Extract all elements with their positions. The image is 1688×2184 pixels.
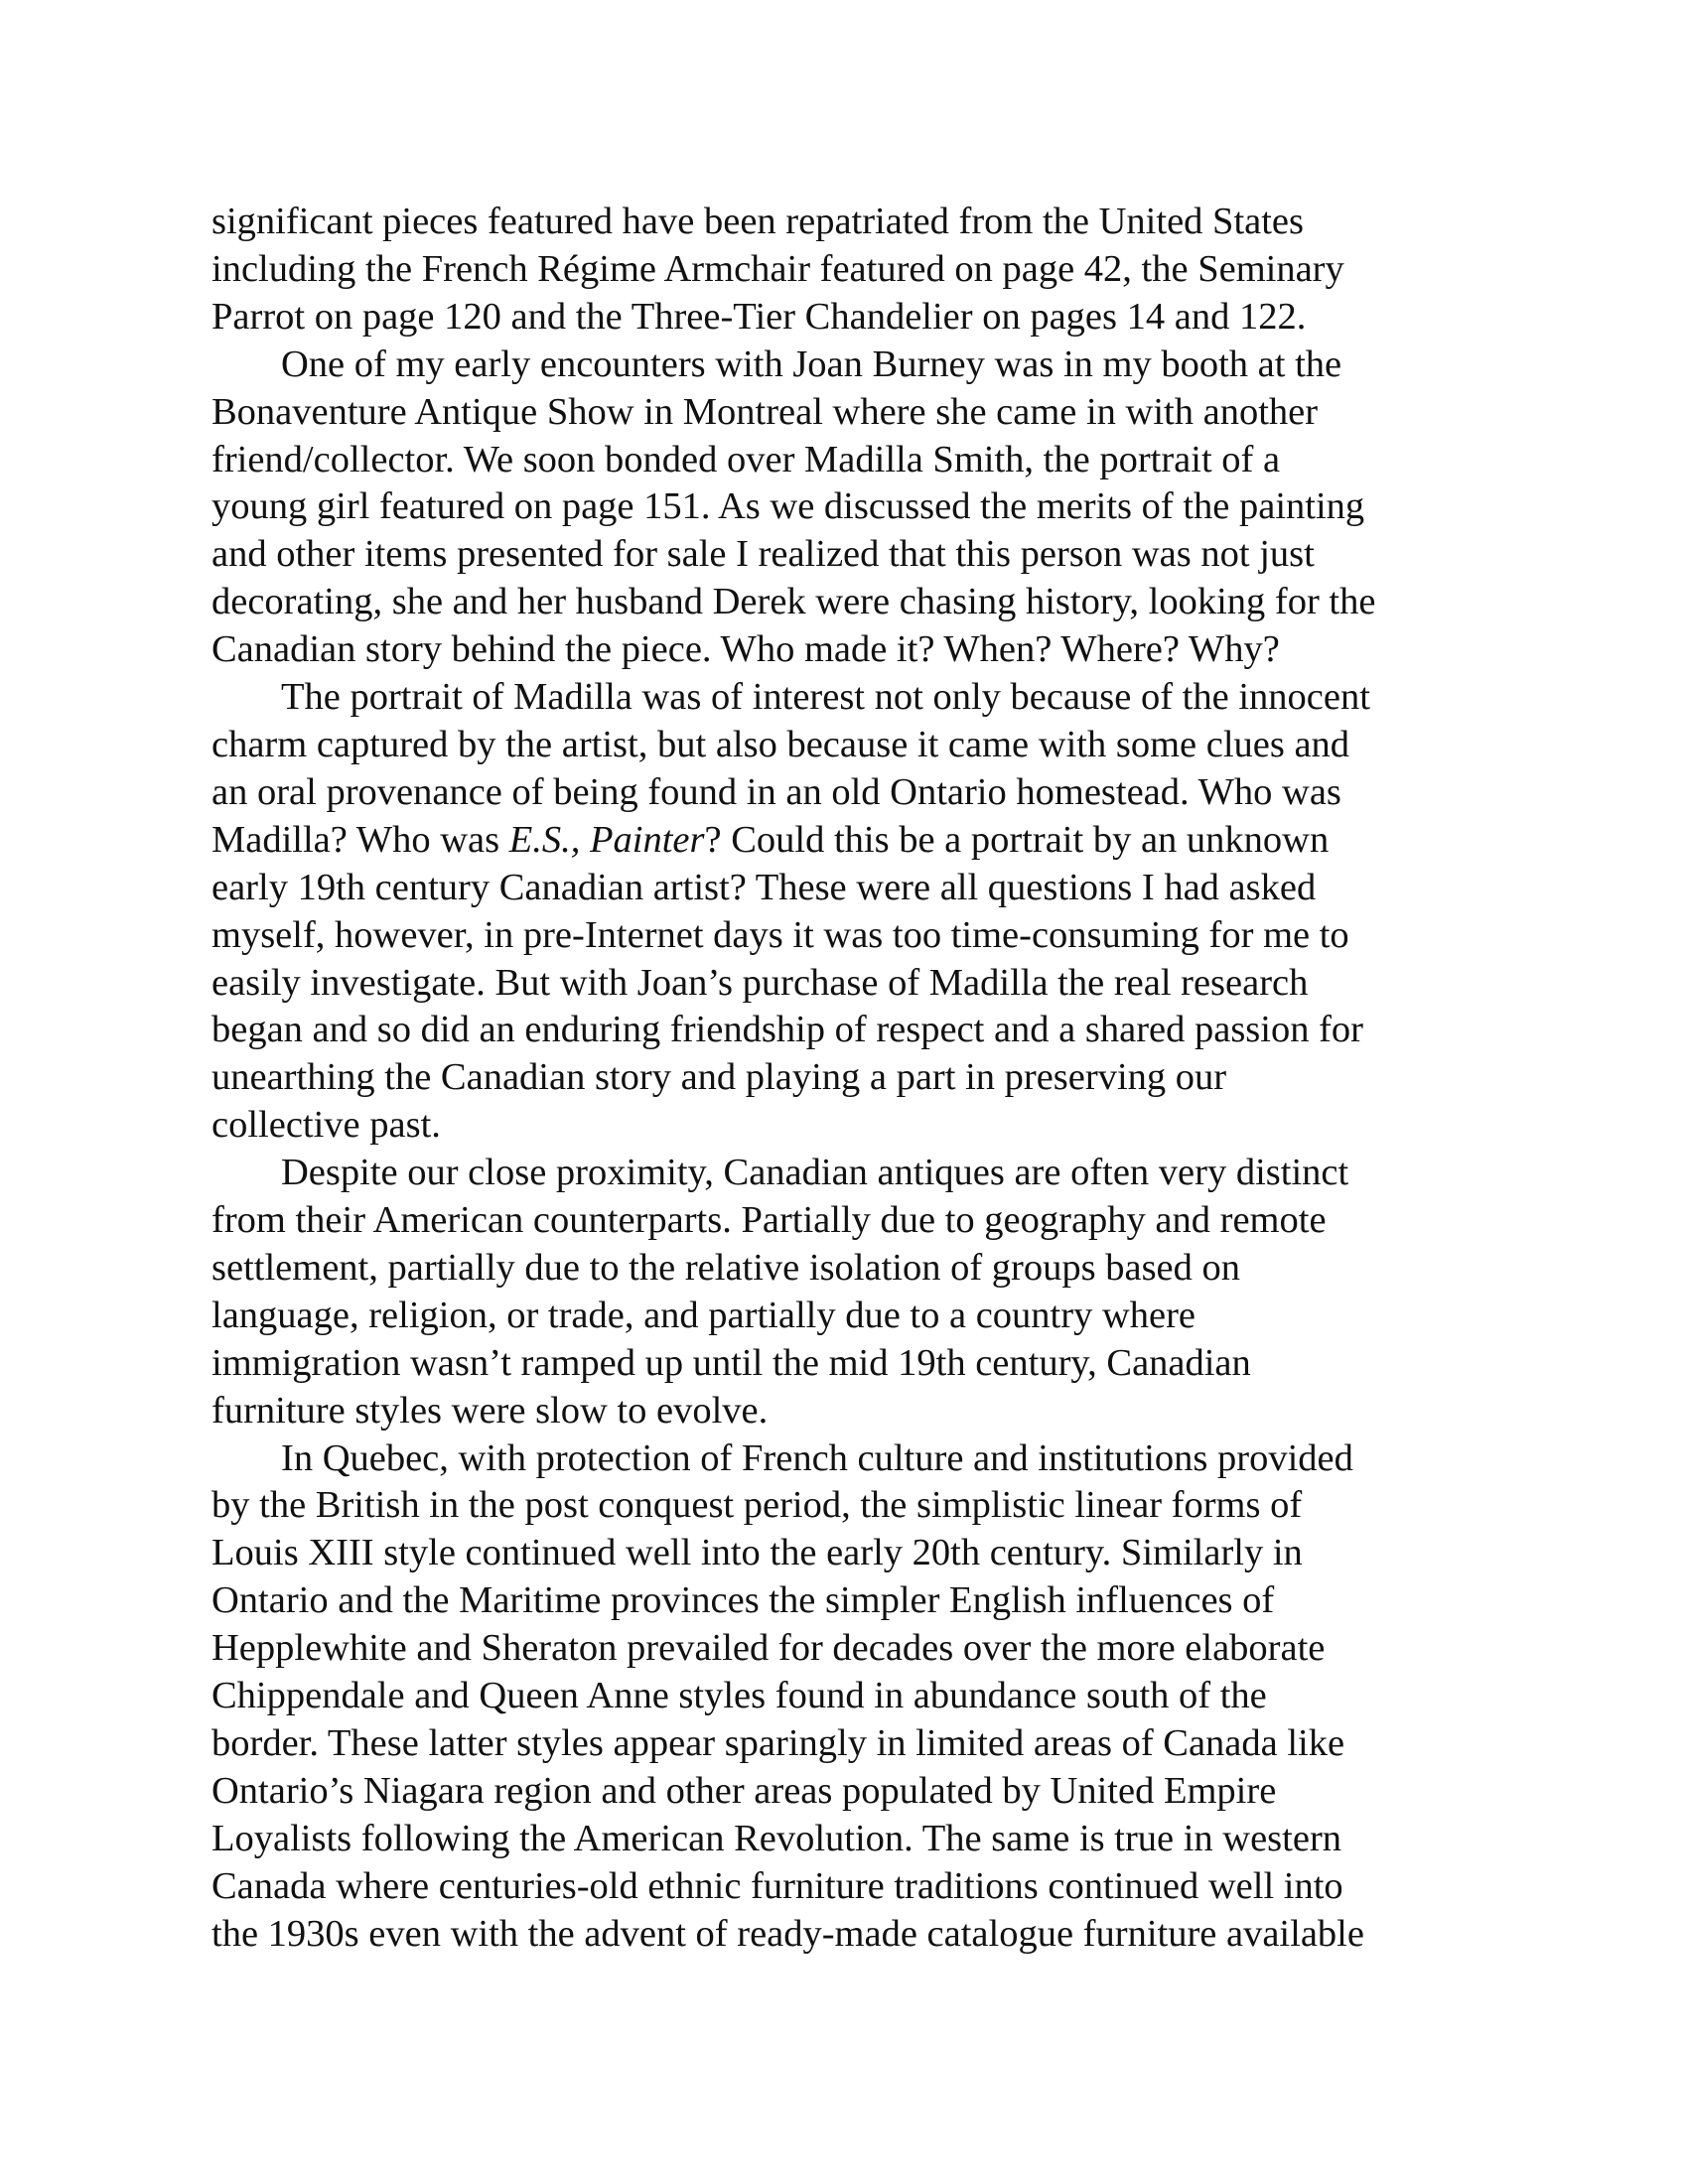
text-line: from their American counterparts. Partially due to geography and remote: [211, 1199, 1327, 1242]
paragraph: [211, 199, 1492, 341]
text-line: furniture styles were slow to evolve.: [211, 1389, 769, 1432]
italic-artist-signature: E.S., Painter: [508, 818, 705, 861]
text-line: Parrot on page 120 and the Three-Tier Chandelier on pages 14 and 122.: [211, 295, 1307, 338]
text-line: Canadian story behind the piece. Who made it? When? Where? Why?: [211, 628, 1280, 671]
text-line: Loyalists following the American Revolution. The same is true in western: [211, 1817, 1342, 1859]
text-line: began and so did an enduring friendship of respect and a shared passion for: [211, 1009, 1364, 1051]
paragraph: [211, 341, 1492, 674]
text-line: by the British in the post conquest period, the simplistic linear forms of: [211, 1484, 1303, 1527]
text-line: Canada where centuries-old ethnic furniture traditions continued well into: [211, 1864, 1343, 1907]
text-line: Hepplewhite and Sheraton prevailed for decades over the more elaborate: [211, 1627, 1326, 1670]
text-line: easily investigate. But with Joan’s purchase of Madilla the real research: [211, 961, 1309, 1004]
text-line: One of my early encounters with Joan Burney was in my booth at the: [281, 342, 1342, 385]
paragraph: [211, 674, 1492, 1150]
text-run: ? Could this be a portrait by an unknown: [704, 818, 1330, 861]
text-line: charm captured by the artist, but also because it came with some clues and: [211, 723, 1350, 765]
text-line: myself, however, in pre-Internet days it was too time-consuming for me to: [211, 913, 1349, 956]
text-line: significant pieces featured have been repatriated from the United States: [211, 201, 1304, 242]
text-line: early 19th century Canadian artist? These were all questions I had asked: [211, 866, 1317, 908]
text-line: The portrait of Madilla was of interest not only because of the innocent: [281, 676, 1370, 719]
text-line: Chippendale and Queen Anne styles found in abundance south of the: [211, 1675, 1267, 1717]
paragraph: [211, 1150, 1492, 1434]
text-line: collective past.: [211, 1104, 441, 1147]
text-line: Ontario and the Maritime provinces the simpler English influences of: [211, 1579, 1275, 1622]
text-line: Despite our close proximity, Canadian antiques are often very distinct: [281, 1152, 1349, 1194]
text-line: language, religion, or trade, and partially due to a country where: [211, 1294, 1196, 1336]
text-line: Ontario’s Niagara region and other areas populated by United Empire: [211, 1769, 1277, 1812]
text-line: and other items presented for sale I realized that this person was not just: [211, 533, 1315, 576]
text-line: settlement, partially due to the relative isolation of groups based on: [211, 1246, 1241, 1289]
text-line: decorating, she and her husband Derek were chasing history, looking for the: [211, 581, 1376, 623]
paragraph: [211, 1435, 1492, 1959]
text-line: Louis XIII style continued well into the early 20th century. Similarly in: [211, 1532, 1303, 1574]
text-line: an oral provenance of being found in an old Ontario homestead. Who was: [211, 770, 1341, 813]
text-line: young girl featured on page 151. As we discussed the merits of the painting: [211, 485, 1365, 528]
text-line: immigration wasn’t ramped up until the mid 19th century, Canadian: [211, 1341, 1251, 1384]
text-line: friend/collector. We soon bonded over Madilla Smith, the portrait of a: [211, 438, 1281, 480]
page-body: [211, 199, 1492, 1959]
text-line: unearthing the Canadian story and playing a part in preserving our: [211, 1056, 1227, 1099]
text-line: border. These latter styles appear sparingly in limited areas of Canada like: [211, 1722, 1345, 1764]
text-line: including the French Régime Armchair featured on page 42, the Seminary: [211, 247, 1344, 290]
text-line: In Quebec, with protection of French culture and institutions provided: [281, 1436, 1353, 1479]
text-line: the 1930s even with the advent of ready-made catalogue furniture available: [211, 1912, 1364, 1955]
text-line: Bonaventure Antique Show in Montreal where she came in with another: [211, 390, 1319, 433]
text-run: Madilla? Who was: [211, 818, 509, 861]
text-line: [211, 817, 1492, 865]
